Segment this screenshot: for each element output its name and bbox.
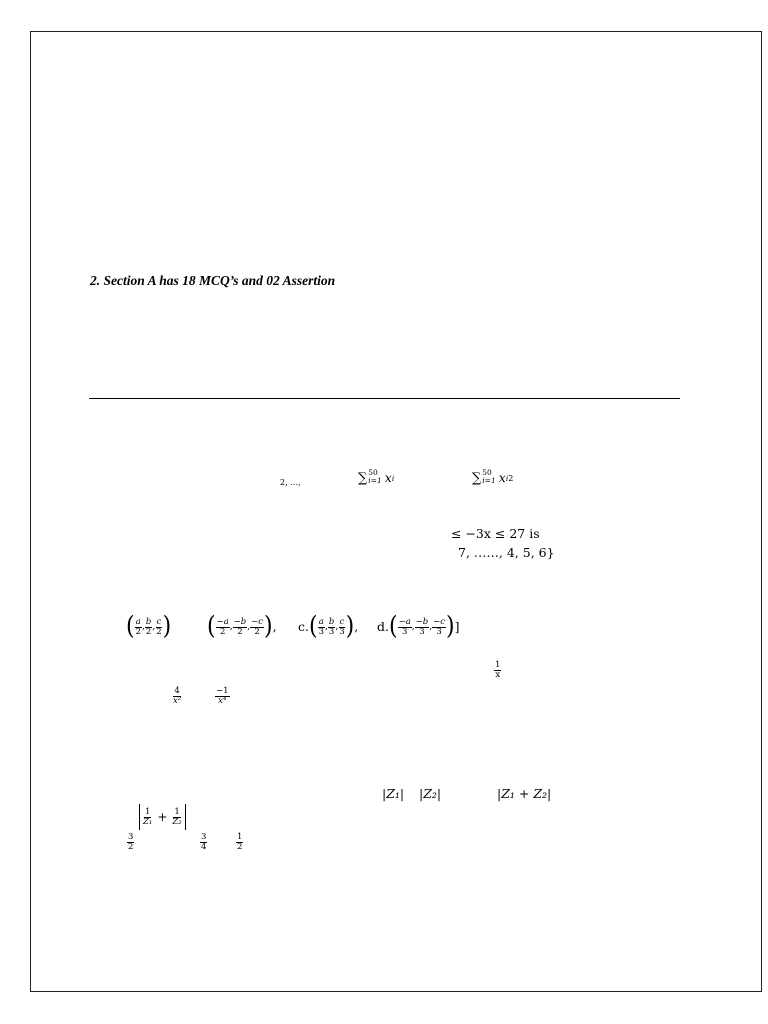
answer-three-quarters: $\frac{3}{4}$	[201, 832, 207, 852]
sum-expression-2	[472, 467, 514, 486]
abs-reciprocal-sum: $\frac{1}{\text{Z₁}}$ + $\frac{1}{\text{Z₂}}$	[139, 804, 186, 830]
sum-limits	[482, 467, 496, 485]
abs-z1-plus-z2: |Z₁ + Z₂|	[497, 786, 552, 801]
right-paren: )	[446, 612, 455, 641]
abs-bar-right	[185, 804, 186, 830]
option-a: ( $\frac{a}{2}$ , $\frac{b}{2}$ , $\frac{c}{2}$ )	[126, 612, 172, 641]
fraction: $\frac{b}{3}$	[328, 617, 335, 637]
option-label: c.	[298, 618, 309, 634]
inequality-text: ≤ −3x ≤ 27 is	[451, 526, 540, 541]
sum-subscript: i	[391, 473, 395, 483]
option-d: d. ( $\frac{-a}{3}$ , $\frac{-b}{3}$ , $\frac{-c}{3}$ ) ]	[377, 612, 460, 641]
fraction: $\frac{-a}{2}$	[216, 617, 229, 637]
sum-upper: 50	[482, 467, 492, 477]
option-c: c. ( $\frac{a}{3}$ , $\frac{b}{3}$ , $\frac{c}{3}$ ) ,	[298, 612, 367, 641]
fraction: $\frac{a}{2}$	[135, 617, 142, 637]
abs-z1: |Z₁|	[382, 786, 405, 801]
sequence-fragment: 2, …,	[280, 478, 301, 487]
sum-symbol: ∑	[358, 471, 368, 486]
abs-bar-left	[139, 804, 140, 830]
page-border	[30, 31, 762, 992]
fraction: $\frac{-b}{3}$	[415, 617, 429, 637]
right-paren: )	[162, 612, 172, 641]
answer-three-halves: $\frac{3}{2}$	[128, 832, 134, 852]
abs-z2: |Z₂|	[419, 786, 442, 801]
horizontal-rule	[89, 398, 680, 399]
sum-expression-1	[358, 467, 395, 486]
sum-variable: x	[384, 470, 392, 486]
right-paren: )	[264, 612, 273, 641]
fraction-minus-one-over-x-fourth: $\frac{-1}{\text{x⁴}}$	[216, 686, 229, 706]
sum-lower: i=1	[368, 476, 382, 485]
left-paren: (	[207, 612, 216, 641]
fraction: $\frac{c}{3}$	[339, 617, 345, 637]
fraction-four-over-x-squared: $\frac{4}{\text{x²}}$	[173, 686, 182, 706]
sum-variable: x	[498, 470, 506, 486]
sum-superscript: 2	[508, 473, 514, 483]
fraction: $\frac{b}{2}$	[145, 617, 152, 637]
fraction-one-over-x: $\frac{1}{x}$	[495, 660, 501, 680]
fraction: $\frac{a}{3}$	[318, 617, 324, 637]
sum-limits	[368, 467, 382, 485]
sum-subscript: i	[505, 473, 509, 483]
fraction: $\frac{-c}{2}$	[251, 617, 264, 637]
closing-bracket: ]	[454, 618, 460, 634]
left-paren: (	[308, 612, 318, 641]
option-b: ( $\frac{-a}{2}$ , $\frac{-b}{2}$ , $\frac{-c}{2}$ ) ,	[207, 612, 285, 641]
answer-one-half: $\frac{1}{2}$	[237, 832, 243, 852]
sum-upper: 50	[368, 467, 378, 477]
right-paren: )	[345, 612, 355, 641]
sum-lower: i=1	[482, 476, 496, 485]
sum-symbol: ∑	[472, 471, 482, 486]
left-paren: (	[388, 612, 398, 641]
fraction: $\frac{-a}{3}$	[398, 617, 411, 637]
option-label: d.	[377, 618, 389, 634]
set-fragment: 7, ……, 4, 5, 6}	[458, 545, 555, 560]
fraction: $\frac{-c}{3}$	[433, 617, 445, 637]
fraction: $\frac{-b}{2}$	[233, 617, 247, 637]
section-heading: 2. Section A has 18 MCQ’s and 02 Assertion	[90, 273, 336, 288]
left-paren: (	[126, 612, 135, 641]
fraction: $\frac{c}{2}$	[156, 617, 162, 637]
